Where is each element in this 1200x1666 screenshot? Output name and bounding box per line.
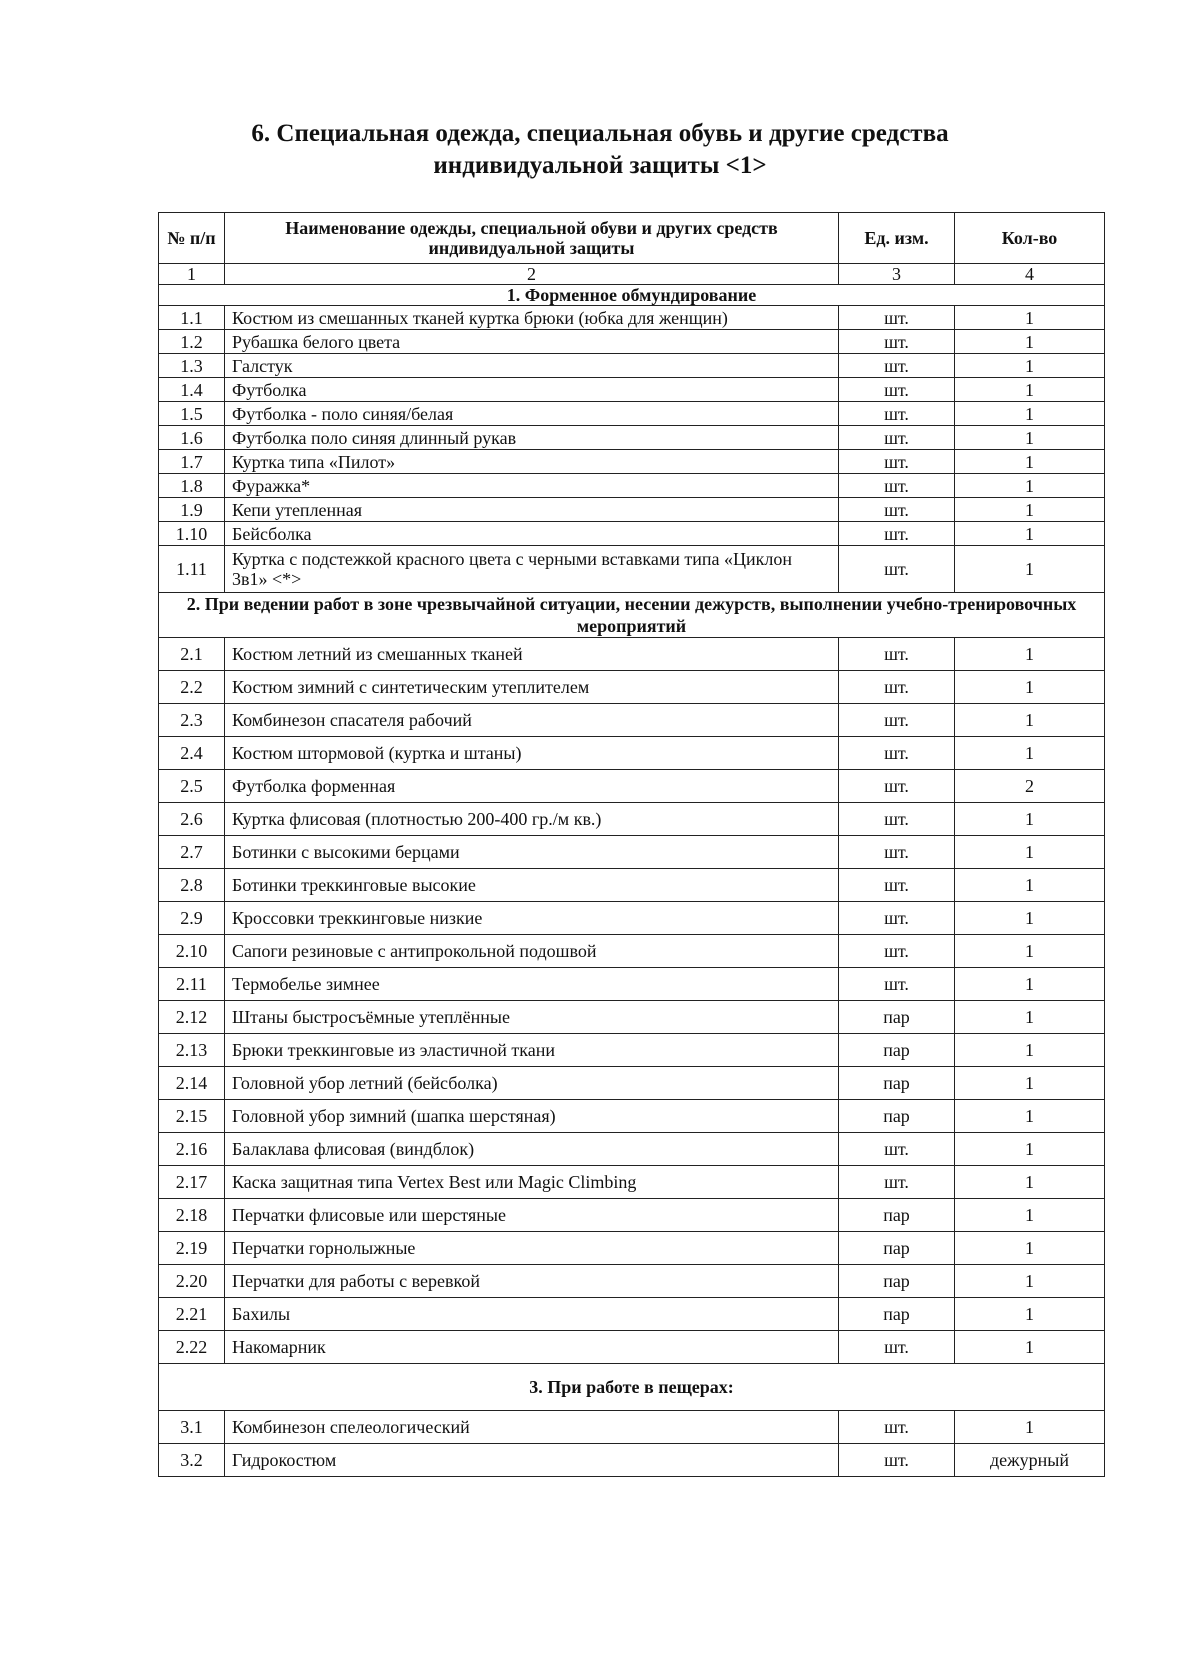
item-name: Костюм штормовой (куртка и штаны) (225, 737, 839, 770)
item-quantity: 1 (955, 1331, 1105, 1364)
item-quantity: 1 (955, 968, 1105, 1001)
table-header-row (159, 213, 1105, 264)
row-number: 2.7 (159, 836, 225, 869)
row-number: 2.3 (159, 704, 225, 737)
item-quantity: дежурный (955, 1444, 1105, 1477)
item-quantity: 1 (955, 1001, 1105, 1034)
col-number: 4 (955, 264, 1105, 285)
item-quantity: 1 (955, 836, 1105, 869)
row-number: 2.19 (159, 1232, 225, 1265)
item-name: Костюм летний из смешанных тканей (225, 638, 839, 671)
item-unit: шт. (839, 869, 955, 902)
item-unit: шт. (839, 836, 955, 869)
item-name: Перчатки горнолыжные (225, 1232, 839, 1265)
table-row (159, 426, 1105, 450)
section-row (159, 285, 1105, 306)
table-row (159, 968, 1105, 1001)
item-unit: пар (839, 1265, 955, 1298)
table-row (159, 522, 1105, 546)
table-row (159, 704, 1105, 737)
item-quantity: 1 (955, 330, 1105, 354)
section-title: 1. Форменное обмундирование (159, 285, 1105, 306)
item-name: Костюм из смешанных тканей куртка брюки (юбка для женщин) (225, 306, 839, 330)
row-number: 1.9 (159, 498, 225, 522)
col-number: 2 (225, 264, 839, 285)
item-unit: пар (839, 1034, 955, 1067)
row-number: 1.3 (159, 354, 225, 378)
ppe-table (158, 212, 1105, 1477)
row-number: 1.11 (159, 546, 225, 593)
row-number: 2.12 (159, 1001, 225, 1034)
table-row (159, 1067, 1105, 1100)
row-number: 2.8 (159, 869, 225, 902)
item-quantity: 1 (955, 522, 1105, 546)
item-unit: шт. (839, 426, 955, 450)
item-name: Куртка с подстежкой красного цвета с черными вставками типа «Циклон 3в1» <*> (225, 546, 839, 593)
item-quantity: 1 (955, 803, 1105, 836)
table-row (159, 1199, 1105, 1232)
item-name: Кепи утепленная (225, 498, 839, 522)
row-number: 2.22 (159, 1331, 225, 1364)
item-unit: шт. (839, 737, 955, 770)
table-row (159, 1100, 1105, 1133)
table-row (159, 1331, 1105, 1364)
item-unit: шт. (839, 306, 955, 330)
item-unit: шт. (839, 1166, 955, 1199)
title-line-2: индивидуальной защиты <1> (433, 152, 767, 179)
row-number: 2.13 (159, 1034, 225, 1067)
table-row (159, 1166, 1105, 1199)
item-name: Штаны быстросъёмные утеплённые (225, 1001, 839, 1034)
item-name: Головной убор летний (бейсболка) (225, 1067, 839, 1100)
item-name: Термобелье зимнее (225, 968, 839, 1001)
item-name: Балаклава флисовая (виндблок) (225, 1133, 839, 1166)
table-row (159, 671, 1105, 704)
table-row (159, 935, 1105, 968)
item-unit: пар (839, 1001, 955, 1034)
item-name: Ботинки треккинговые высокие (225, 869, 839, 902)
table-row (159, 450, 1105, 474)
item-name: Брюки треккинговые из эластичной ткани (225, 1034, 839, 1067)
item-unit: шт. (839, 498, 955, 522)
table-body (159, 285, 1105, 1477)
item-name: Перчатки флисовые или шерстяные (225, 1199, 839, 1232)
row-number: 1.6 (159, 426, 225, 450)
table-row (159, 1133, 1105, 1166)
item-unit: шт. (839, 402, 955, 426)
item-quantity: 1 (955, 737, 1105, 770)
row-number: 1.7 (159, 450, 225, 474)
table-row (159, 770, 1105, 803)
item-name: Гидрокостюм (225, 1444, 839, 1477)
item-quantity: 1 (955, 378, 1105, 402)
row-number: 2.4 (159, 737, 225, 770)
item-name: Куртка типа «Пилот» (225, 450, 839, 474)
item-quantity: 1 (955, 498, 1105, 522)
section-row (159, 593, 1105, 638)
table-row (159, 498, 1105, 522)
row-number: 1.1 (159, 306, 225, 330)
column-number-row (159, 264, 1105, 285)
item-name: Комбинезон спелеологический (225, 1411, 839, 1444)
item-name: Куртка флисовая (плотностью 200-400 гр./м кв.) (225, 803, 839, 836)
table-row (159, 1265, 1105, 1298)
item-quantity: 1 (955, 704, 1105, 737)
document-title (0, 118, 1200, 182)
row-number: 3.2 (159, 1444, 225, 1477)
item-unit: пар (839, 1298, 955, 1331)
row-number: 2.9 (159, 902, 225, 935)
item-unit: шт. (839, 671, 955, 704)
section-title: 2. При ведении работ в зоне чрезвычайной ситуации, несении дежурств, выполнении учебно-тренировочных мероприятий (159, 593, 1105, 638)
section-title: 3. При работе в пещерах: (159, 1364, 1105, 1411)
title-line-1: 6. Специальная одежда, специальная обувь и другие средства (251, 120, 949, 147)
table-row (159, 902, 1105, 935)
item-unit: шт. (839, 704, 955, 737)
item-name: Сапоги резиновые с антипрокольной подошвой (225, 935, 839, 968)
item-unit: шт. (839, 546, 955, 593)
table-row (159, 1444, 1105, 1477)
item-unit: шт. (839, 902, 955, 935)
item-name: Футболка - поло синяя/белая (225, 402, 839, 426)
item-unit: пар (839, 1100, 955, 1133)
item-unit: шт. (839, 378, 955, 402)
item-unit: пар (839, 1232, 955, 1265)
item-quantity: 1 (955, 426, 1105, 450)
row-number: 2.2 (159, 671, 225, 704)
table-row (159, 546, 1105, 593)
item-quantity: 1 (955, 306, 1105, 330)
row-number: 2.16 (159, 1133, 225, 1166)
table-row (159, 803, 1105, 836)
item-unit: шт. (839, 522, 955, 546)
row-number: 2.6 (159, 803, 225, 836)
item-unit: шт. (839, 330, 955, 354)
table-row (159, 638, 1105, 671)
item-quantity: 1 (955, 1166, 1105, 1199)
item-quantity: 1 (955, 474, 1105, 498)
row-number: 2.5 (159, 770, 225, 803)
row-number: 2.14 (159, 1067, 225, 1100)
item-unit: шт. (839, 1133, 955, 1166)
item-name: Каска защитная типа Vertex Best или Magic Climbing (225, 1166, 839, 1199)
header-name: Наименование одежды, специальной обуви и других средств индивидуальной защиты (225, 213, 839, 264)
row-number: 2.11 (159, 968, 225, 1001)
item-quantity: 1 (955, 354, 1105, 378)
item-name: Рубашка белого цвета (225, 330, 839, 354)
item-unit: шт. (839, 450, 955, 474)
item-quantity: 1 (955, 402, 1105, 426)
row-number: 1.2 (159, 330, 225, 354)
item-unit: шт. (839, 803, 955, 836)
table-row (159, 1232, 1105, 1265)
header-qty: Кол-во (955, 213, 1105, 264)
item-quantity: 1 (955, 1199, 1105, 1232)
col-number: 3 (839, 264, 955, 285)
item-name: Фуражка* (225, 474, 839, 498)
item-unit: шт. (839, 770, 955, 803)
table-row (159, 354, 1105, 378)
section-row (159, 1364, 1105, 1411)
item-quantity: 1 (955, 1067, 1105, 1100)
row-number: 2.1 (159, 638, 225, 671)
item-name: Футболка поло синяя длинный рукав (225, 426, 839, 450)
table-row (159, 836, 1105, 869)
item-quantity: 1 (955, 1100, 1105, 1133)
item-name: Футболка форменная (225, 770, 839, 803)
item-name: Галстук (225, 354, 839, 378)
row-number: 1.10 (159, 522, 225, 546)
item-quantity: 1 (955, 869, 1105, 902)
item-quantity: 1 (955, 546, 1105, 593)
item-unit: шт. (839, 935, 955, 968)
item-unit: шт. (839, 1331, 955, 1364)
item-unit: шт. (839, 474, 955, 498)
row-number: 2.21 (159, 1298, 225, 1331)
row-number: 2.18 (159, 1199, 225, 1232)
item-quantity: 1 (955, 638, 1105, 671)
item-unit: шт. (839, 638, 955, 671)
item-quantity: 1 (955, 1411, 1105, 1444)
table-row (159, 1298, 1105, 1331)
table-row (159, 474, 1105, 498)
item-quantity: 1 (955, 1232, 1105, 1265)
item-unit: шт. (839, 968, 955, 1001)
header-num: № п/п (159, 213, 225, 264)
row-number: 2.15 (159, 1100, 225, 1133)
item-unit: шт. (839, 1411, 955, 1444)
table-row (159, 378, 1105, 402)
item-name: Костюм зимний с синтетическим утеплителем (225, 671, 839, 704)
item-name: Футболка (225, 378, 839, 402)
item-quantity: 1 (955, 935, 1105, 968)
row-number: 1.4 (159, 378, 225, 402)
item-name: Накомарник (225, 1331, 839, 1364)
table-row (159, 1001, 1105, 1034)
table-row (159, 306, 1105, 330)
item-name: Кроссовки треккинговые низкие (225, 902, 839, 935)
item-quantity: 1 (955, 1298, 1105, 1331)
item-unit: шт. (839, 354, 955, 378)
item-name: Бахилы (225, 1298, 839, 1331)
col-number: 1 (159, 264, 225, 285)
item-name: Головной убор зимний (шапка шерстяная) (225, 1100, 839, 1133)
row-number: 1.5 (159, 402, 225, 426)
item-unit: пар (839, 1199, 955, 1232)
item-name: Комбинезон спасателя рабочий (225, 704, 839, 737)
table-row (159, 1411, 1105, 1444)
table-row (159, 737, 1105, 770)
row-number: 2.10 (159, 935, 225, 968)
item-name: Перчатки для работы с веревкой (225, 1265, 839, 1298)
item-quantity: 2 (955, 770, 1105, 803)
item-quantity: 1 (955, 1133, 1105, 1166)
row-number: 2.17 (159, 1166, 225, 1199)
table-row (159, 402, 1105, 426)
table-row (159, 869, 1105, 902)
row-number: 3.1 (159, 1411, 225, 1444)
item-quantity: 1 (955, 1034, 1105, 1067)
item-quantity: 1 (955, 450, 1105, 474)
item-quantity: 1 (955, 671, 1105, 704)
row-number: 2.20 (159, 1265, 225, 1298)
item-name: Ботинки с высокими берцами (225, 836, 839, 869)
item-quantity: 1 (955, 902, 1105, 935)
item-unit: пар (839, 1067, 955, 1100)
item-quantity: 1 (955, 1265, 1105, 1298)
item-unit: шт. (839, 1444, 955, 1477)
item-name: Бейсболка (225, 522, 839, 546)
header-unit: Ед. изм. (839, 213, 955, 264)
table-row (159, 1034, 1105, 1067)
row-number: 1.8 (159, 474, 225, 498)
table-row (159, 330, 1105, 354)
